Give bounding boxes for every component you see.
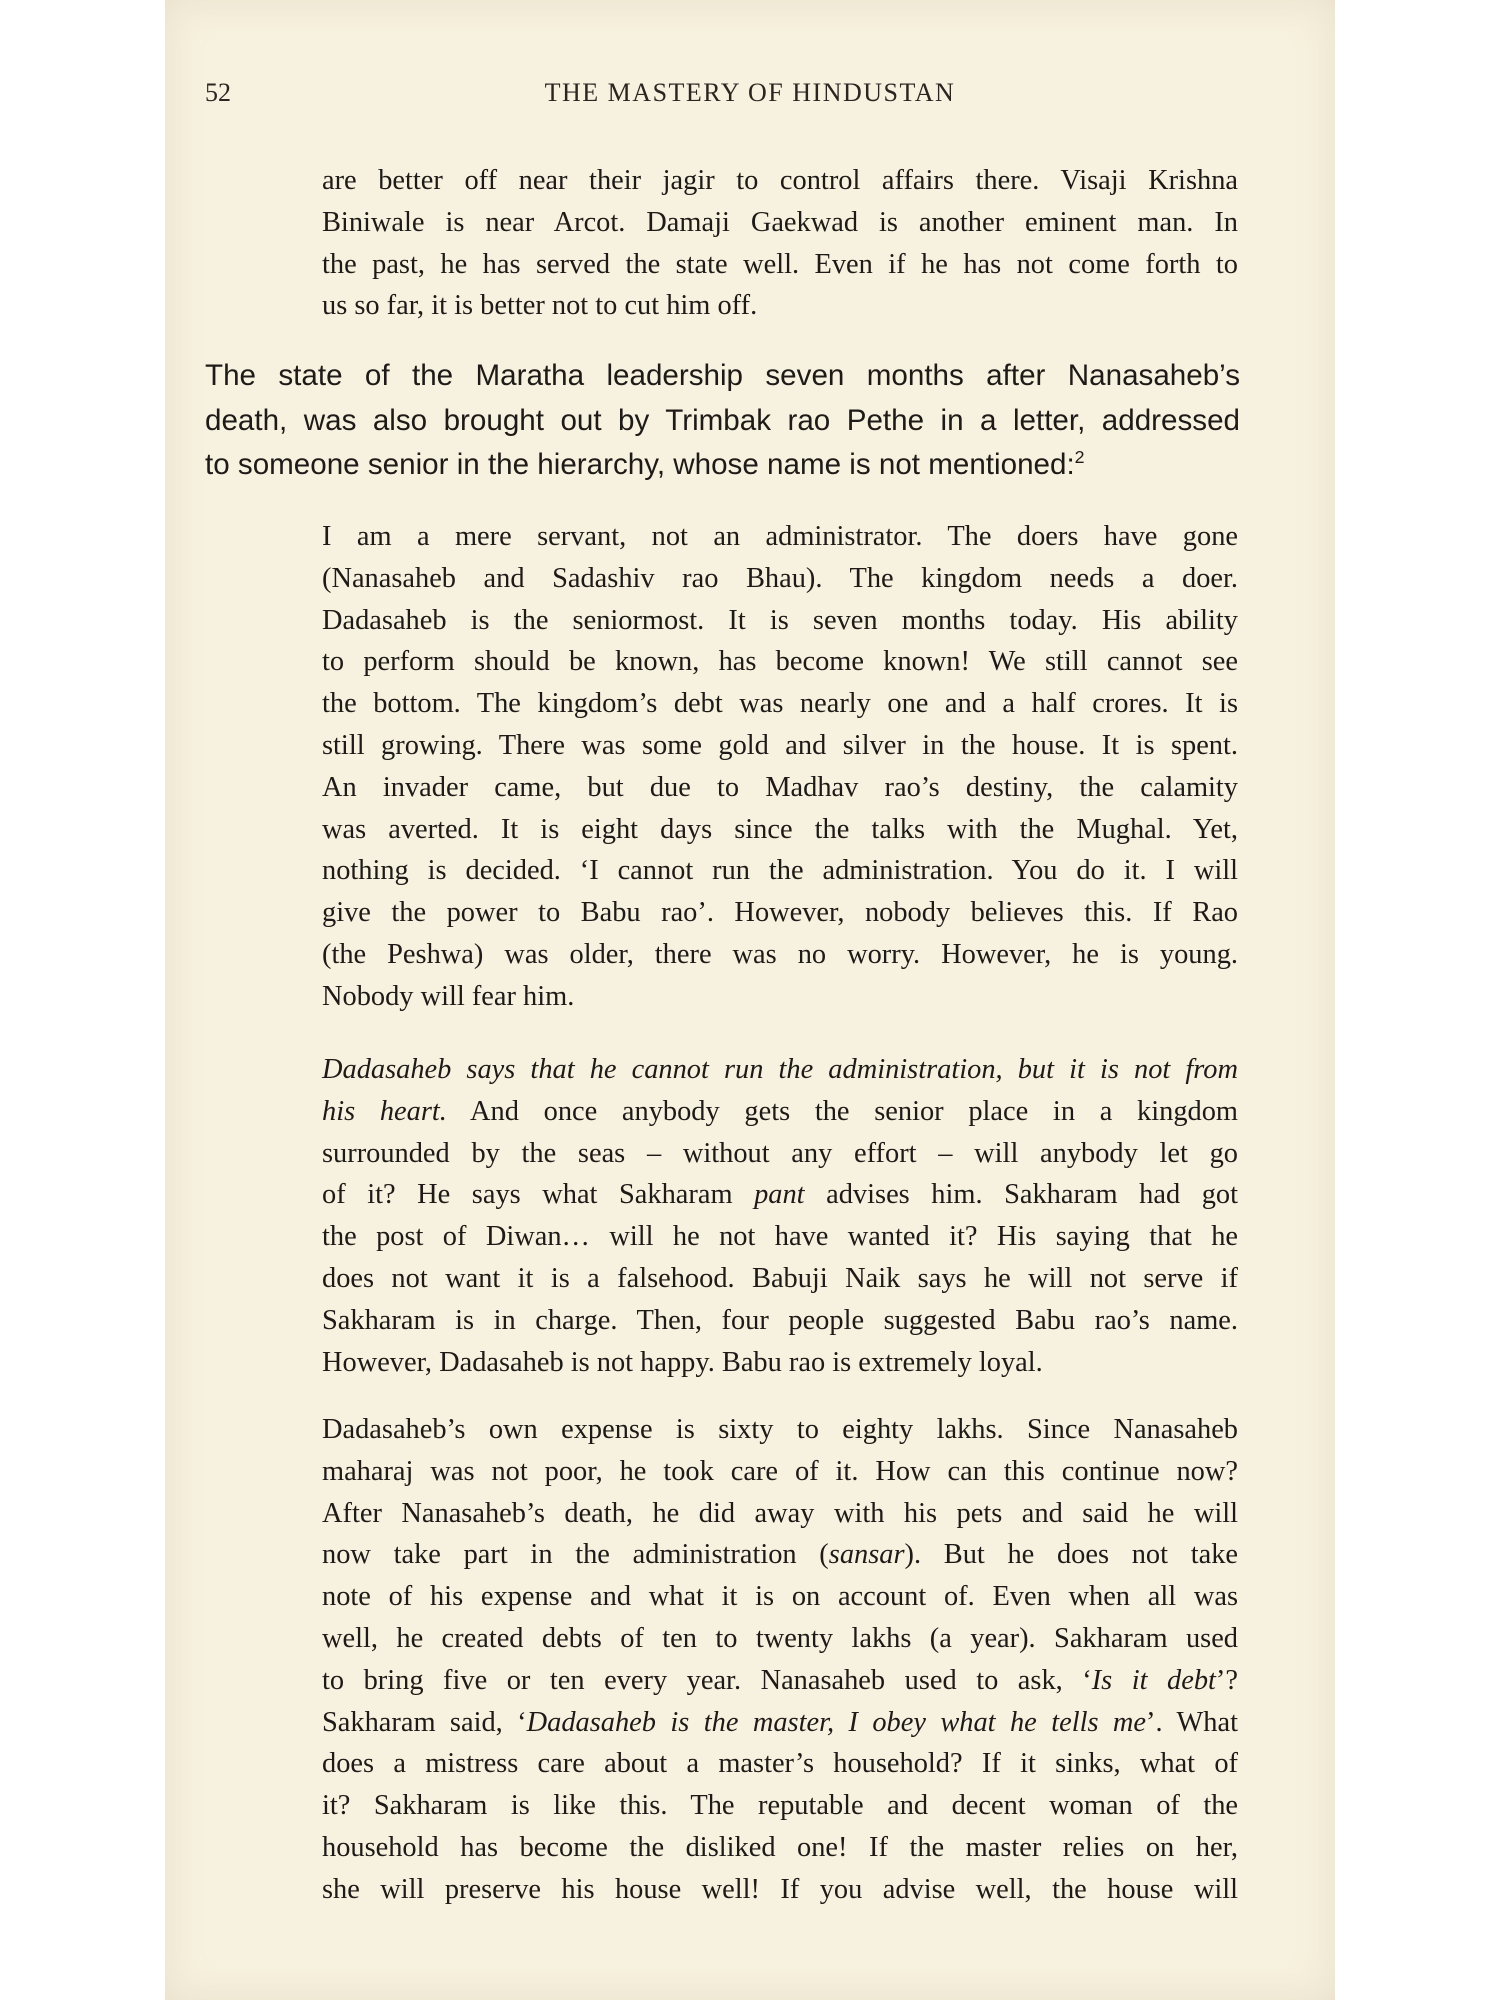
italic-phrase: Is it debt <box>1091 1664 1216 1696</box>
text-line: surrounded by the seas – without any effort – will anybody let go <box>322 1137 1238 1169</box>
text-line: note of his expense and what it is on account of. Even when all was <box>322 1581 1238 1613</box>
page-number: 52 <box>205 78 231 107</box>
running-title: THE MASTERY OF HINDUSTAN <box>544 78 956 107</box>
text-line <box>322 1702 1238 1744</box>
italic-word: sansar <box>828 1539 905 1571</box>
text-line: to perform should be known, has become known! We still cannot see <box>322 646 1238 678</box>
quote-dadasaheb-expense <box>322 1409 1238 1911</box>
page-header <box>205 78 1295 118</box>
text-line: (Nanasaheb and Sadashiv rao Bhau). The kingdom needs a doer. <box>322 562 1238 594</box>
text-line: However, Dadasaheb is not happy. Babu rao is extremely loyal. <box>322 1346 1043 1378</box>
text-line: she will preserve his house well! If you advise well, the house will <box>322 1873 1238 1905</box>
text-segment: to bring five or ten every year. Nanasaheb used to ask, ‘ <box>322 1664 1092 1696</box>
text-segment: Sakharam said, ‘ <box>322 1706 527 1738</box>
text-segment: to someone senior in the hierarchy, whose name is not mentioned: <box>205 448 1075 481</box>
text-line <box>322 1091 1238 1133</box>
text-segment: of it? He says what Sakharam <box>322 1179 755 1211</box>
text-line: still growing. There was some gold and silver in the house. It is spent. <box>322 729 1238 761</box>
text-line <box>322 1534 1238 1576</box>
text-line: The state of the Maratha leadership seven months after Nanasaheb’s <box>205 359 1240 392</box>
text-segment: And once anybody gets the senior place in a kingdom <box>446 1095 1238 1127</box>
footnote-reference[interactable]: 2 <box>1074 447 1085 468</box>
quote-jagir-affairs <box>322 160 1238 327</box>
text-line <box>322 1660 1238 1702</box>
text-line-italic: Dadasaheb says that he cannot run the administration, but it is not from <box>322 1054 1238 1085</box>
text-segment: now take part in the administration ( <box>322 1539 829 1571</box>
quote-dadasaheb-administration <box>322 1049 1238 1383</box>
text-line: give the power to Babu rao’. However, nobody believes this. If Rao <box>322 897 1238 929</box>
text-line: (the Peshwa) was older, there was no worry. However, he is young. <box>322 938 1238 970</box>
text-line: An invader came, but due to Madhav rao’s destiny, the calamity <box>322 771 1238 803</box>
text-segment: ’? <box>1215 1664 1238 1696</box>
text-line: well, he created debts of ten to twenty lakhs (a year). Sakharam used <box>322 1622 1238 1654</box>
text-line: was averted. It is eight days since the talks with the Mughal. Yet, <box>322 813 1238 845</box>
text-line: it? Sakharam is like this. The reputable and decent woman of the <box>322 1790 1238 1822</box>
text-line: After Nanasaheb’s death, he did away with his pets and said he will <box>322 1497 1238 1529</box>
text-line: death, was also brought out by Trimbak rao Pethe in a letter, addressed <box>205 403 1240 437</box>
text-line: does not want it is a falsehood. Babuji Naik says he will not serve if <box>322 1262 1238 1294</box>
text-line: the bottom. The kingdom’s debt was nearly one and a half crores. It is <box>322 688 1238 720</box>
text-line: maharaj was not poor, he took care of it. How can this continue now? <box>322 1455 1238 1487</box>
text-line: Nobody will fear him. <box>322 980 575 1012</box>
text-line: does a mistress care about a master’s household? If it sinks, what of <box>322 1748 1238 1780</box>
text-line: the past, he has served the state well. Even if he has not come forth to <box>322 248 1238 280</box>
text-segment: ’. What <box>1146 1706 1238 1738</box>
quote-mere-servant <box>322 516 1238 1018</box>
text-line: nothing is decided. ‘I cannot run the administration. You do it. I will <box>322 855 1238 887</box>
text-line <box>322 1174 1238 1216</box>
italic-phrase: Dadasaheb is the master, I obey what he tells me <box>526 1706 1147 1738</box>
text-line: the post of Diwan… will he not have wanted it? His saying that he <box>322 1221 1238 1253</box>
text-line: Dadasaheb is the seniormost. It is seven months today. His ability <box>322 604 1238 636</box>
scanned-page <box>165 0 1335 2000</box>
text-line: us so far, it is better not to cut him off. <box>322 290 758 322</box>
text-line: are better off near their jagir to control affairs there. Visaji Krishna <box>322 165 1238 196</box>
text-segment: ). But he does not take <box>904 1539 1238 1571</box>
text-line: household has become the disliked one! If the master relies on her, <box>322 1831 1238 1863</box>
text-line: Sakharam is in charge. Then, four people suggested Babu rao’s name. <box>322 1304 1238 1336</box>
italic-word: pant <box>754 1179 805 1211</box>
text-line: Biniwale is near Arcot. Damaji Gaekwad is another eminent man. In <box>322 206 1238 238</box>
italic-phrase: his heart. <box>322 1095 447 1127</box>
text-segment: advises him. Sakharam had got <box>804 1179 1239 1211</box>
text-line: I am a mere servant, not an administrator. The doers have gone <box>322 521 1238 552</box>
body-paragraph-maratha-leadership <box>205 354 1240 488</box>
text-line: Dadasaheb’s own expense is sixty to eighty lakhs. Since Nanasaheb <box>322 1414 1238 1445</box>
text-line <box>205 443 1240 488</box>
